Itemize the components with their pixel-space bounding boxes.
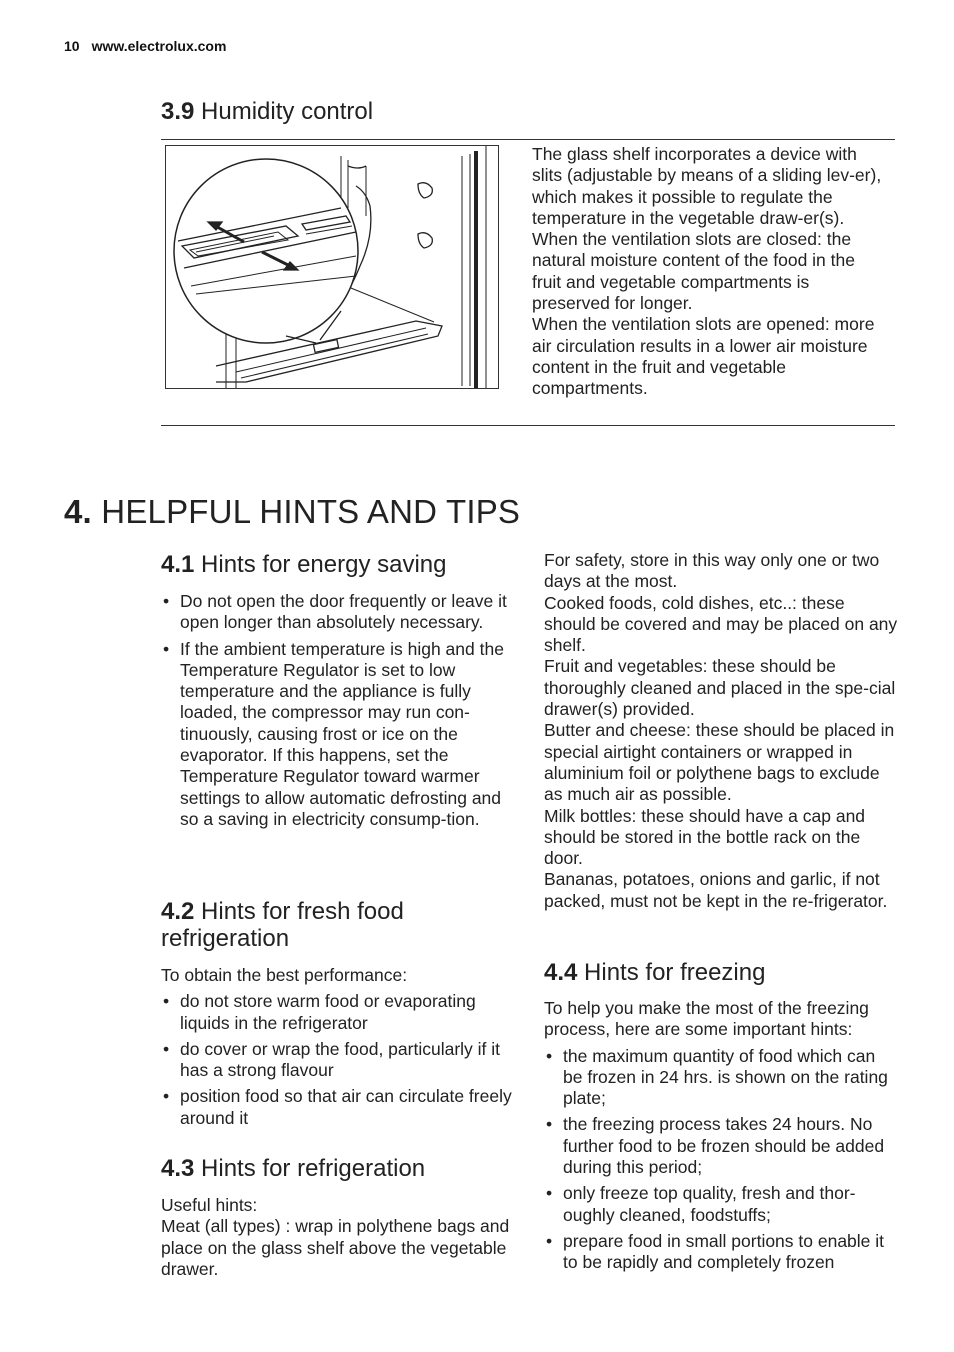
top-rule: [161, 139, 895, 140]
list-item: • prepare food in small portions to enable it to be rapidly and completely frozen: [544, 1231, 898, 1274]
paragraph: The glass shelf incorporates a device with slits (adjustable by means of a sliding lev-er), which makes it possible to regulate the temperature in the vegetable draw-er(s).: [532, 144, 882, 228]
site-url: www.electrolux.com: [91, 38, 227, 54]
section-4-3-text: [161, 1195, 513, 1280]
chapter-number: 4.: [64, 493, 92, 530]
chapter-title: HELPFUL HINTS AND TIPS: [101, 493, 521, 530]
paragraph: Cooked foods, cold dishes, etc..: these should be covered and may be placed on any shelf.: [544, 592, 898, 656]
section-title: Humidity control: [201, 98, 374, 125]
list-item: • If the ambient temperature is high and the Temperature Regulator is set to low temperature and the appliance is fully loaded, the compressor may run con-tinuously, causing frost or ice on the evaporator. If this happens, set the Temperature Regulator toward warmer settings to allow automatic defrosting and so a saving in electricity consump-tion.: [161, 639, 513, 831]
section-4-4-heading: [544, 959, 765, 986]
section-4-2-text: [161, 965, 513, 1134]
section-number: 4.4: [544, 959, 578, 986]
section-3-9-text: [532, 144, 888, 400]
list-item: • the maximum quantity of food which can be frozen in 24 hrs. is shown on the rating plate;: [544, 1046, 898, 1110]
section-4-3-heading: [161, 1155, 425, 1182]
list-item: • the freezing process takes 24 hours. No further food to be frozen should be added during this period;: [544, 1114, 898, 1178]
page-number: 10: [64, 38, 80, 54]
paragraph: Bananas, potatoes, onions and garlic, if not packed, must not be kept in the re-frigerator.: [544, 869, 888, 911]
paragraph: Fruit and vegetables: these should be thoroughly cleaned and placed in the spe-cial drawer(s) provided.: [544, 656, 896, 720]
section-title: Hints for freezing: [584, 959, 766, 986]
section-4-1-text: [161, 591, 513, 835]
section-number: 4.1: [161, 551, 195, 578]
bottom-rule: [161, 425, 895, 426]
list-item: • do cover or wrap the food, particularly if it has a strong flavour: [161, 1039, 513, 1082]
list-item: • position food so that air can circulate freely around it: [161, 1086, 513, 1129]
bullet-list: [544, 1046, 898, 1274]
intro: To obtain the best performance:: [161, 965, 408, 985]
section-title-line1: Hints for fresh food: [201, 898, 404, 925]
section-number: 3.9: [161, 98, 195, 125]
list-item: • do not store warm food or evaporating liquids in the refrigerator: [161, 991, 513, 1034]
shelf-slider-drawing: [166, 146, 499, 389]
section-4-4-text: [544, 998, 898, 1279]
section-number: 4.3: [161, 1155, 195, 1182]
paragraph: Butter and cheese: these should be placed in special airtight containers or wrapped in aluminium foil or polythene bags to exclude as much air as possible.: [544, 720, 895, 805]
section-4-2-heading: [161, 898, 404, 952]
section-title-line2: refrigeration: [161, 925, 290, 952]
section-title: Hints for energy saving: [201, 551, 447, 578]
list-item: • Do not open the door frequently or leave it open longer than absolutely necessary.: [161, 591, 513, 634]
paragraph: For safety, store in this way only one or two days at the most.: [544, 550, 880, 592]
section-number: 4.2: [161, 898, 195, 925]
paragraph: Meat (all types) : wrap in polythene bags and place on the glass shelf above the vegetable drawer.: [161, 1216, 510, 1279]
list-item: • only freeze top quality, fresh and thor-oughly cleaned, foodstuffs;: [544, 1183, 898, 1226]
section-4-1-heading: [161, 551, 447, 578]
bullet-list: [161, 591, 513, 830]
page-header: [64, 38, 226, 54]
chapter-4-heading: [64, 493, 520, 531]
bullet-list: [161, 991, 513, 1129]
paragraph: When the ventilation slots are closed: the natural moisture content of the food in the fruit and vegetable compartments is preserved for longer.: [532, 229, 855, 314]
paragraph: When the ventilation slots are opened: more air circulation results in a lower air moisture content in the fruit and vegetable compartments.: [532, 314, 875, 399]
intro: Useful hints:: [161, 1195, 258, 1215]
paragraph: Milk bottles: these should have a cap and should be stored in the bottle rack on the door.: [544, 805, 866, 869]
intro: To help you make the most of the freezing process, here are some important hints:: [544, 998, 869, 1040]
section-4-3-continued: [544, 550, 898, 912]
section-title: Hints for refrigeration: [201, 1155, 426, 1182]
humidity-control-illustration: [165, 145, 499, 389]
section-3-9-heading: [161, 98, 373, 125]
